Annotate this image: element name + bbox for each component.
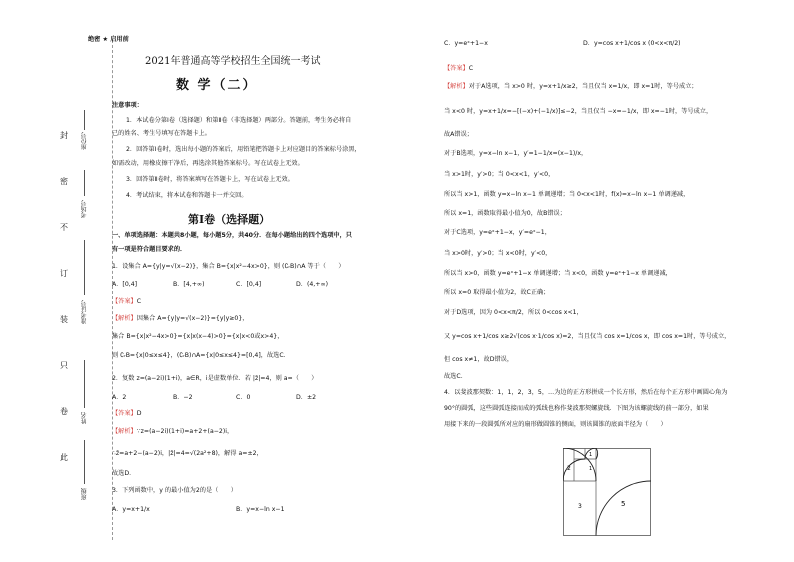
margin-char: 密 <box>60 177 68 186</box>
q2-analysis-2: ∴z̄=a+2−(a−2)i，|z̄|=4=√(2a²+8)，解得 a=±2， <box>112 450 263 457</box>
square-label: 3 <box>578 503 582 510</box>
q3-analysis-line: 故选C． <box>444 373 467 380</box>
q1-analysis-2: 集合 B={x|x²−4x>0}={x|x(x−4)>0}={x|x<0或x>4}， <box>112 333 284 340</box>
margin-char: 封 <box>60 131 68 140</box>
margin-char: 此 <box>60 453 68 462</box>
exam-title: 2021年普通高等学校招生全国统一考试 <box>145 56 321 67</box>
q1-option-c: C．[0,4] <box>236 281 262 288</box>
fibonacci-spiral-figure <box>563 448 651 536</box>
q1-analysis-3: 则 ∁ᵣB={x|0≤x≤4}，(∁ᵣB)∩A={x|0≤x≤4}=[0,4]，故选C． <box>112 352 290 359</box>
square-label: 1 <box>589 452 593 458</box>
q1-stem: 1．设集合 A={y|y=√(x−2)}，集合 B={x|x²−4x>0}，则 (∁ᵣB)∩A 等于（ ） <box>112 263 345 270</box>
q3-analysis-line: 所以 x=1，函数取得最小值为0，故B错误； <box>444 210 566 217</box>
spiral-arc <box>563 448 651 536</box>
square-label: 2 <box>567 465 571 472</box>
q3-answer: 【答案】C <box>444 65 474 72</box>
note-line: 如需改动，用橡皮擦干净后，再选涂其他答案标号。写在试卷上无效。 <box>112 160 304 167</box>
margin-char: 订 <box>60 269 68 278</box>
q3-analysis-line: 所以 x=0 取得最小值为2，故C正确； <box>444 289 550 296</box>
q3-analysis-line: 当 x>1时，y′>0；当 0<x<1，y′<0， <box>444 171 555 178</box>
margin-char: 只 <box>60 361 68 370</box>
seat-number-label: 座位号 <box>81 132 88 150</box>
binding-line <box>112 40 113 540</box>
q3-option-a: A．y=x+1/x <box>112 506 150 513</box>
q3-analysis-line: 对于B选项，y=x−ln x−1，y′=1−1/x=(x−1)/x， <box>444 150 588 157</box>
q3-analysis-line: 所以当 x>0，函数 y=eˣ+1−x 单调递增；当 x<0，函数 y=eˣ+1−x 单调递减， <box>444 270 672 277</box>
q3-option-b: B．y=x−ln x−1 <box>236 506 285 513</box>
margin-char: 卷 <box>60 407 68 416</box>
exam-room-label: 考场号 <box>81 200 88 218</box>
q2-answer: 【答案】D <box>112 410 142 417</box>
q3-stem: 3．下列函数中，y 的最小值为2的是（ ） <box>112 487 237 494</box>
secret-mark: 绝密 ★ 启用前 <box>88 36 129 43</box>
q3-analysis-1: 【解析】对于A选项，当 x>0 时，y=x+1/x≥2，当且仅当 x=1/x，即 x=1时，等号成立； <box>444 83 698 90</box>
answer-tag: 【答案】 <box>112 298 137 305</box>
fill-line <box>84 110 85 130</box>
q3-analysis-line: 又 y=cos x+1/cos x≥2√(cos x·1/cos x)=2，当且仅当 cos x=1/cos x，即 cos x=1时，等号成立， <box>444 333 731 340</box>
q2-analysis-3: 故选D． <box>112 470 136 477</box>
q4-stem-line: 90°的圆弧，这些圆弧连接而成的弧线也称作斐波那契螺旋线．下图为该螺旋线的前一部分，如果 <box>444 405 709 412</box>
note-line: 4．考试结束，将本试卷和答题卡一并交回。 <box>126 192 248 199</box>
section-title: 第Ⅰ卷（选择题） <box>188 213 271 226</box>
section-intro: 有一项是符合题目要求的． <box>112 246 187 253</box>
note-line: 己的姓名、考生号填写在答题卡上。 <box>112 130 211 137</box>
q2-stem: 2．复数 z=(a−2i)(1+i)，a∈R，i是虚数单位．若 |z̄|=4，则 a=（ ） <box>112 375 318 382</box>
q2-analysis-1: 【解析】∵z=(a−2i)(1+i)=a+2+(a−2)i， <box>112 428 234 435</box>
q2-option-c: C．0 <box>236 394 251 401</box>
analysis-tag: 【解析】 <box>112 315 137 322</box>
q3-analysis-line: 故A错误； <box>444 131 473 138</box>
fill-line <box>84 240 85 295</box>
q3-analysis-line: 当 x>0时，y′>0；当 x<0时，y′<0， <box>444 250 552 257</box>
fill-line <box>84 440 85 484</box>
subject-title: 数 学（二） <box>176 78 258 93</box>
q3-analysis-line: 但 cos x≠1，故D错误， <box>444 356 514 363</box>
analysis-tag: 【解析】 <box>444 83 469 90</box>
q2-option-b: B．−2 <box>173 394 193 401</box>
notes-title: 注意事项： <box>112 102 143 109</box>
q1-option-b: B．[4,+∞) <box>173 281 205 288</box>
margin-char: 装 <box>60 315 68 324</box>
answer-tag: 【答案】 <box>112 410 137 417</box>
q3-analysis-line: 当 x<0 时，y=x+1/x=−[(−x)+(−1/x)]≤−2，当且仅当 −x=−1/x，即 x=−1时，等号成立， <box>444 108 713 115</box>
q4-stem-line: 用接下来的一段圆弧所对应的扇形做圆锥的侧面，则该圆锥的底面半径为（ ） <box>444 421 667 428</box>
q1-answer: 【答案】C <box>112 298 142 305</box>
q2-option-d: D．±2 <box>296 394 317 401</box>
q1-analysis-1: 【解析】因集合 A={y|y=√(x−2)}={y|y≥0}， <box>112 315 249 322</box>
square-label: 1 <box>589 466 593 472</box>
q3-option-d: D．y=cos x+1/cos x (0<x<π/2) <box>583 40 681 47</box>
margin-char: 不 <box>60 223 68 232</box>
fibonacci-spiral-svg <box>563 448 651 536</box>
q1-option-a: A．[0,4] <box>112 281 138 288</box>
class-label: 班级 <box>81 488 88 500</box>
answer-tag: 【答案】 <box>444 65 469 72</box>
admission-number-label: 准考证号 <box>81 300 88 324</box>
note-line: 1．本试卷分第Ⅰ卷（选择题）和第Ⅱ卷（非选择题）两部分。答题前，考生务必将自 <box>126 117 352 124</box>
square-label: 5 <box>621 500 626 508</box>
q3-option-c: C．y=eˣ+1−x <box>444 40 488 47</box>
q3-analysis-line: 对于D选项，因为 0<x<π/2，所以 0<cos x<1， <box>444 309 583 316</box>
q4-stem-line: 4．以斐波那契数：1，1，2，3，5，…为边的正方形拼成一个长方形，然后在每个正方形中画圆心角为 <box>444 389 728 396</box>
q3-analysis-line: 对于C选项，y=eˣ+1−x，y′=eˣ−1， <box>444 229 551 236</box>
q3-analysis-line: 所以当 x>1，函数 y=x−ln x−1 单调递增；当 0<x<1时，f(x)=x−ln x−1 单调递减， <box>444 191 690 198</box>
name-label: 姓名 <box>81 412 88 424</box>
q2-option-a: A．2 <box>112 394 127 401</box>
analysis-tag: 【解析】 <box>112 428 137 435</box>
note-line: 2．回答第Ⅰ卷时，选出每小题的答案后，用铅笔把答题卡上对应题目的答案标号涂黑， <box>126 146 361 153</box>
fill-line <box>84 360 85 408</box>
section-intro: 一、单项选择题：本题共8小题，每小题5分，共40分．在每小题给出的四个选项中，只 <box>112 232 352 239</box>
fill-line <box>84 170 85 196</box>
q1-option-d: D．(4,+∞) <box>296 281 329 288</box>
figure-border <box>564 449 651 536</box>
note-line: 3．回答第Ⅱ卷时，将答案填写在答题卡上，写在试卷上无效。 <box>126 176 294 183</box>
